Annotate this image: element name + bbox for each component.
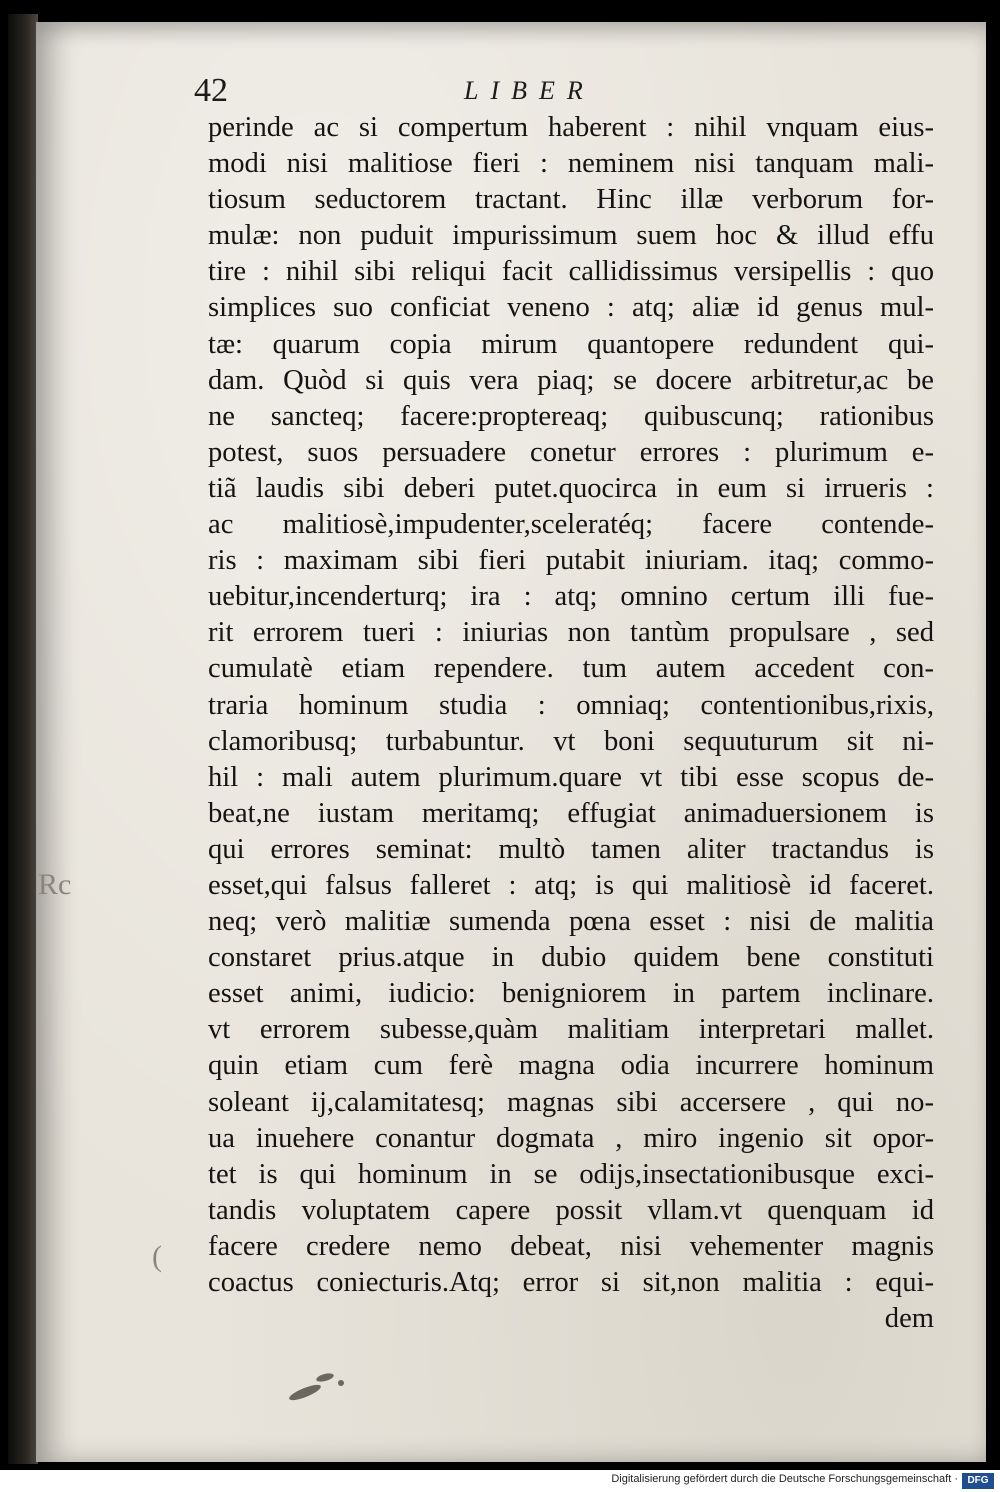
text-line: vt errorem subesse,quàm malitiam interpretari mallet. xyxy=(208,1014,934,1046)
text-line: modi nisi malitiose fieri : neminem nisi tanquam mali- xyxy=(208,148,934,180)
text-line: clamoribusq; turbabuntur. vt boni sequuturum sit ni- xyxy=(208,725,934,757)
text-line: uebitur,incenderturq; ira : atq; omnino certum illi fue- xyxy=(208,581,934,613)
text-line: beat,ne iustam meritamq; effugiat animaduersionem is xyxy=(208,797,934,829)
text-line: tiosum seductorem tractant. Hinc illæ verborum for- xyxy=(208,184,934,216)
text-line: rit errorem tueri : iniurias non tantùm propulsare , sed xyxy=(208,617,934,649)
text-line: ua inuehere conantur dogmata , miro ingenio sit opor- xyxy=(208,1122,934,1154)
running-head-title: LIBER xyxy=(464,76,595,105)
text-line: tandis voluptatem capere possit vllam.vt quenquam id xyxy=(208,1194,934,1226)
text-line: esset animi, iudicio: benigniorem in partem inclinare. xyxy=(208,978,934,1010)
text-line: hil : mali autem plurimum.quare vt tibi esse scopus de- xyxy=(208,761,934,793)
text-line: tet is qui hominum in se odijs,insectationibusque exci- xyxy=(208,1158,934,1190)
margin-note: Rc xyxy=(38,868,72,901)
text-line: traria hominum studia : omniaq; contentionibus,rixis, xyxy=(208,689,934,721)
text-line: soleant ij,calamitatesq; magnas sibi accersere , qui no- xyxy=(208,1086,934,1118)
text-line: simplices suo conficiat veneno : atq; aliæ id genus mul- xyxy=(208,292,934,324)
text-line: facere credere nemo debeat, nisi vehementer magnis xyxy=(208,1230,934,1262)
text-line: ac malitiosè,impudenter,sceleratéq; facere contende- xyxy=(208,509,934,541)
text-line: coactus coniecturis.Atq; error si sit,non malitia : equi- xyxy=(208,1267,934,1298)
text-line: neq; verò malitiæ sumenda pœna esset : nisi de malitia xyxy=(208,906,934,938)
text-line: quin etiam cum ferè magna odia incurrere hominum xyxy=(208,1050,934,1082)
text-line: dam. Quòd si quis vera piaq; se docere arbitretur,ac be xyxy=(208,364,934,396)
digitization-footer xyxy=(0,1470,1000,1492)
page-number: 42 xyxy=(194,72,228,109)
ink-blot xyxy=(288,1370,350,1400)
text-line: ris : maximam sibi fieri putabit iniuriam. itaq; commo- xyxy=(208,545,934,577)
text-line: mulæ: non puduit impurissimum suem hoc & illud effu xyxy=(208,220,934,252)
text-line: tire : nihil sibi reliqui facit callidissimus versipellis : quo xyxy=(208,256,934,288)
text-line: perinde ac si compertum haberent : nihil vnquam eius- xyxy=(208,112,934,143)
running-head xyxy=(194,72,934,112)
margin-note: ( xyxy=(152,1240,162,1273)
text-line: cumulatè etiam rependere. tum autem accedent con- xyxy=(208,653,934,685)
text-line: tæ: quarum copia mirum quantopere redundent qui- xyxy=(208,328,934,360)
text-line: potest, suos persuadere conetur errores : plurimum e- xyxy=(208,436,934,468)
text-line: constaret prius.atque in dubio quidem bene constituti xyxy=(208,942,934,974)
text-line: tiã laudis sibi deberi putet.quocirca in eum si irrueris : xyxy=(208,472,934,504)
text-line: dem xyxy=(884,1303,934,1335)
text-line: ne sancteq; facere:proptereaq; quibuscunq; rationibus xyxy=(208,400,934,432)
funding-credit: Digitalisierung gefördert durch die Deutsche Forschungsgemeinschaft · xyxy=(611,1473,958,1485)
text-line: esset,qui falsus falleret : atq; is qui malitiosè id faceret. xyxy=(208,869,934,901)
text-line: qui errores seminat: multò tamen aliter tractandus is xyxy=(208,833,934,865)
body-text xyxy=(208,110,934,1337)
page-edge xyxy=(8,14,38,1464)
dfg-logo: DFG xyxy=(962,1473,994,1489)
